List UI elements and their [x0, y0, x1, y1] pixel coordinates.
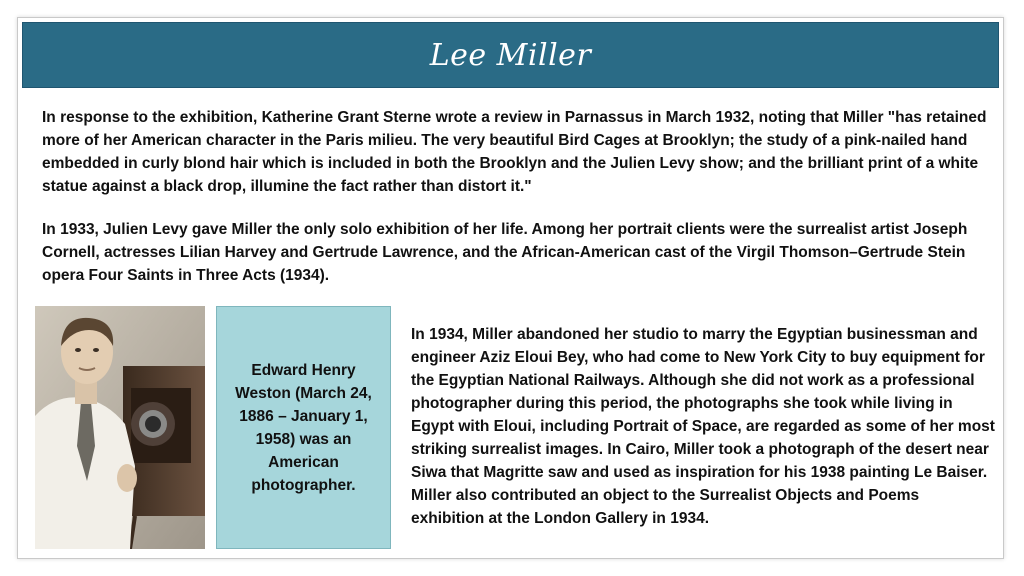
paragraph-egypt: In 1934, Miller abandoned her studio to marry the Egyptian businessman and engineer Aziz Eloui Bey, who had come to New York City to buy equipment for the Egyptian National Railways. Although she did not work as a professional photographer during this period, the photographs she took while living in Egypt with Eloui, including Portrait of Space, are regarded as some of her most striking surrealist images. In Cairo, Miller took a photograph of the desert near Siwa that Magritte saw and used as inspiration for his 1938 painting Le Baiser. Miller also contributed an object to the Surrealist Objects and Poems exhibition at the London Gallery in 1934. — [411, 326, 995, 527]
portrait-photo — [35, 306, 205, 549]
photo-caption: Edward Henry Weston (March 24, 1886 – January 1, 1958) was an American photographer. — [235, 361, 372, 494]
slide-title: Lee Miller — [429, 37, 592, 73]
portrait-illustration — [35, 306, 205, 549]
paragraph-solo-exhibition: In 1933, Julien Levy gave Miller the only solo exhibition of her life. Among her portrait clients were the surrealist artist Joseph Cornell, actresses Lilian Harvey and Gertrude Lawrence, and the African-American cast of the Virgil Thomson–Gertrude Stein opera Four Saints in Three Acts (1934). — [42, 221, 968, 284]
body-text — [42, 106, 987, 307]
caption-box — [216, 306, 391, 549]
title-bar — [22, 22, 999, 88]
paragraph-review: In response to the exhibition, Katherine Grant Sterne wrote a review in Parnassus in March 1932, noting that Miller "has retained more of her American character in the Paris milieu. The very beautiful Bird Cages at Brooklyn; the study of a pink-nailed hand embedded in curly blond hair which is included in both the Brooklyn and the Julien Levy show; and the brilliant print of a white statue against a black drop, illumine the fact rather than distort it." — [42, 109, 987, 195]
slide — [17, 17, 1004, 559]
